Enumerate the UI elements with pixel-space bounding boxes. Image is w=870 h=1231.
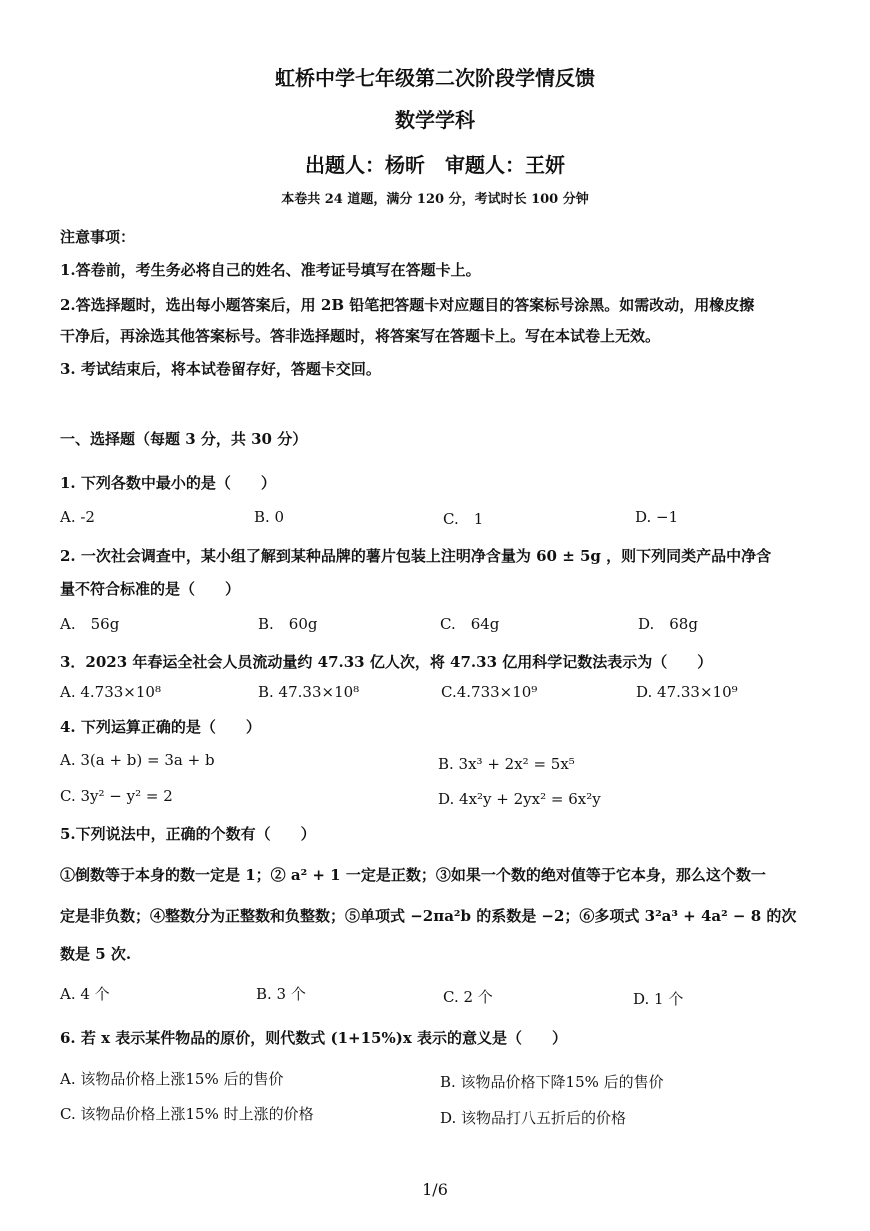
exam-info: 本卷共 24 道题，满分 120 分，考试时长 100 分钟	[281, 192, 589, 207]
q3-option-a: A. 4.733×10⁸	[60, 683, 161, 701]
q2-stem-line1: 2. 一次社会调查中，某小组了解到某种品牌的薯片包装上注明净含量为 60 ± 5g ，则下列同类产品中净含	[60, 547, 772, 565]
q6-option-d: D. 该物品打八五折后的价格	[440, 1109, 627, 1127]
section-heading: 一、选择题（每题 3 分，共 30 分）	[60, 430, 308, 448]
note-item-2: 2.答选择题时，选出每小题答案后，用 2B 铅笔把答题卡对应题目的答案标号涂黑。如需改动，用橡皮擦	[60, 296, 755, 314]
q1-option-d: D. −1	[635, 508, 679, 526]
q5-statement-line1: ①倒数等于本身的数一定是 1；② a² + 1 一定是正数；③如果一个数的绝对值等于它本身，那么这个数一	[60, 866, 766, 884]
q5-stem: 5.下列说法中，正确的个数有（ ）	[60, 825, 316, 843]
q3-option-b: B. 47.33×10⁸	[258, 683, 360, 701]
q1-option-b: B. 0	[254, 508, 285, 526]
q5-option-b: B. 3 个	[256, 985, 306, 1003]
q5-statement-line3: 数是 5 次.	[60, 945, 132, 963]
q5-option-c: C. 2 个	[443, 988, 493, 1006]
q1-stem: 1. 下列各数中最小的是（ ）	[60, 474, 276, 492]
q1-option-c: C. 1	[443, 510, 484, 528]
q5-option-d: D. 1 个	[633, 990, 684, 1008]
q4-option-d: D. 4x²y + 2yx² = 6x²y	[438, 790, 601, 808]
q6-option-c: C. 该物品价格上涨15% 时上涨的价格	[60, 1105, 314, 1123]
q2-option-a: A. 56g	[60, 615, 120, 633]
exam-title: 虹桥中学七年级第二次阶段学情反馈	[275, 66, 595, 90]
q1-option-a: A. -2	[60, 508, 95, 526]
q5-statement-line2: 定是非负数；④整数分为正整数和负整数；⑤单项式 −2πa²b 的系数是 −2；⑥多项式 3²a³ + 4a² − 8 的次	[60, 907, 797, 925]
q3-option-c: C.4.733×10⁹	[441, 683, 538, 701]
q6-stem: 6. 若 x 表示某件物品的原价，则代数式 (1+15%)x 表示的意义是（ ）	[60, 1029, 567, 1047]
note-item-3: 3. 考试结束后，将本试卷留存好，答题卡交回。	[60, 360, 381, 378]
q3-stem: 3．2023 年春运全社会人员流动量约 47.33 亿人次，将 47.33 亿用科学记数法表示为（ ）	[60, 653, 713, 671]
notes-heading: 注意事项：	[60, 228, 136, 246]
q6-option-a: A. 该物品价格上涨15% 后的售价	[60, 1070, 284, 1088]
q3-option-d: D. 47.33×10⁹	[636, 683, 738, 701]
q2-option-d: D. 68g	[638, 615, 698, 633]
note-item-1: 1.答卷前，考生务必将自己的姓名、准考证号填写在答题卡上。	[60, 261, 481, 279]
q2-option-b: B. 60g	[258, 615, 318, 633]
q2-stem-line2: 量不符合标准的是（ ）	[60, 580, 241, 598]
note-item-2-cont: 干净后，再涂选其他答案标号。答非选择题时，将答案写在答题卡上。写在本试卷上无效。	[60, 327, 661, 345]
q4-stem: 4. 下列运算正确的是（ ）	[60, 718, 261, 736]
authors-line: 出题人：杨昕 审题人：王妍	[305, 153, 565, 177]
page-number: 1/6	[422, 1180, 448, 1199]
q5-option-a: A. 4 个	[60, 985, 110, 1003]
q6-option-b: B. 该物品价格下降15% 后的售价	[440, 1073, 664, 1091]
q2-option-c: C. 64g	[440, 615, 500, 633]
q4-option-b: B. 3x³ + 2x² = 5x⁵	[438, 755, 575, 773]
q4-option-a: A. 3(a + b) = 3a + b	[60, 751, 215, 769]
q4-option-c: C. 3y² − y² = 2	[60, 787, 173, 805]
subject-title: 数学学科	[395, 108, 475, 132]
